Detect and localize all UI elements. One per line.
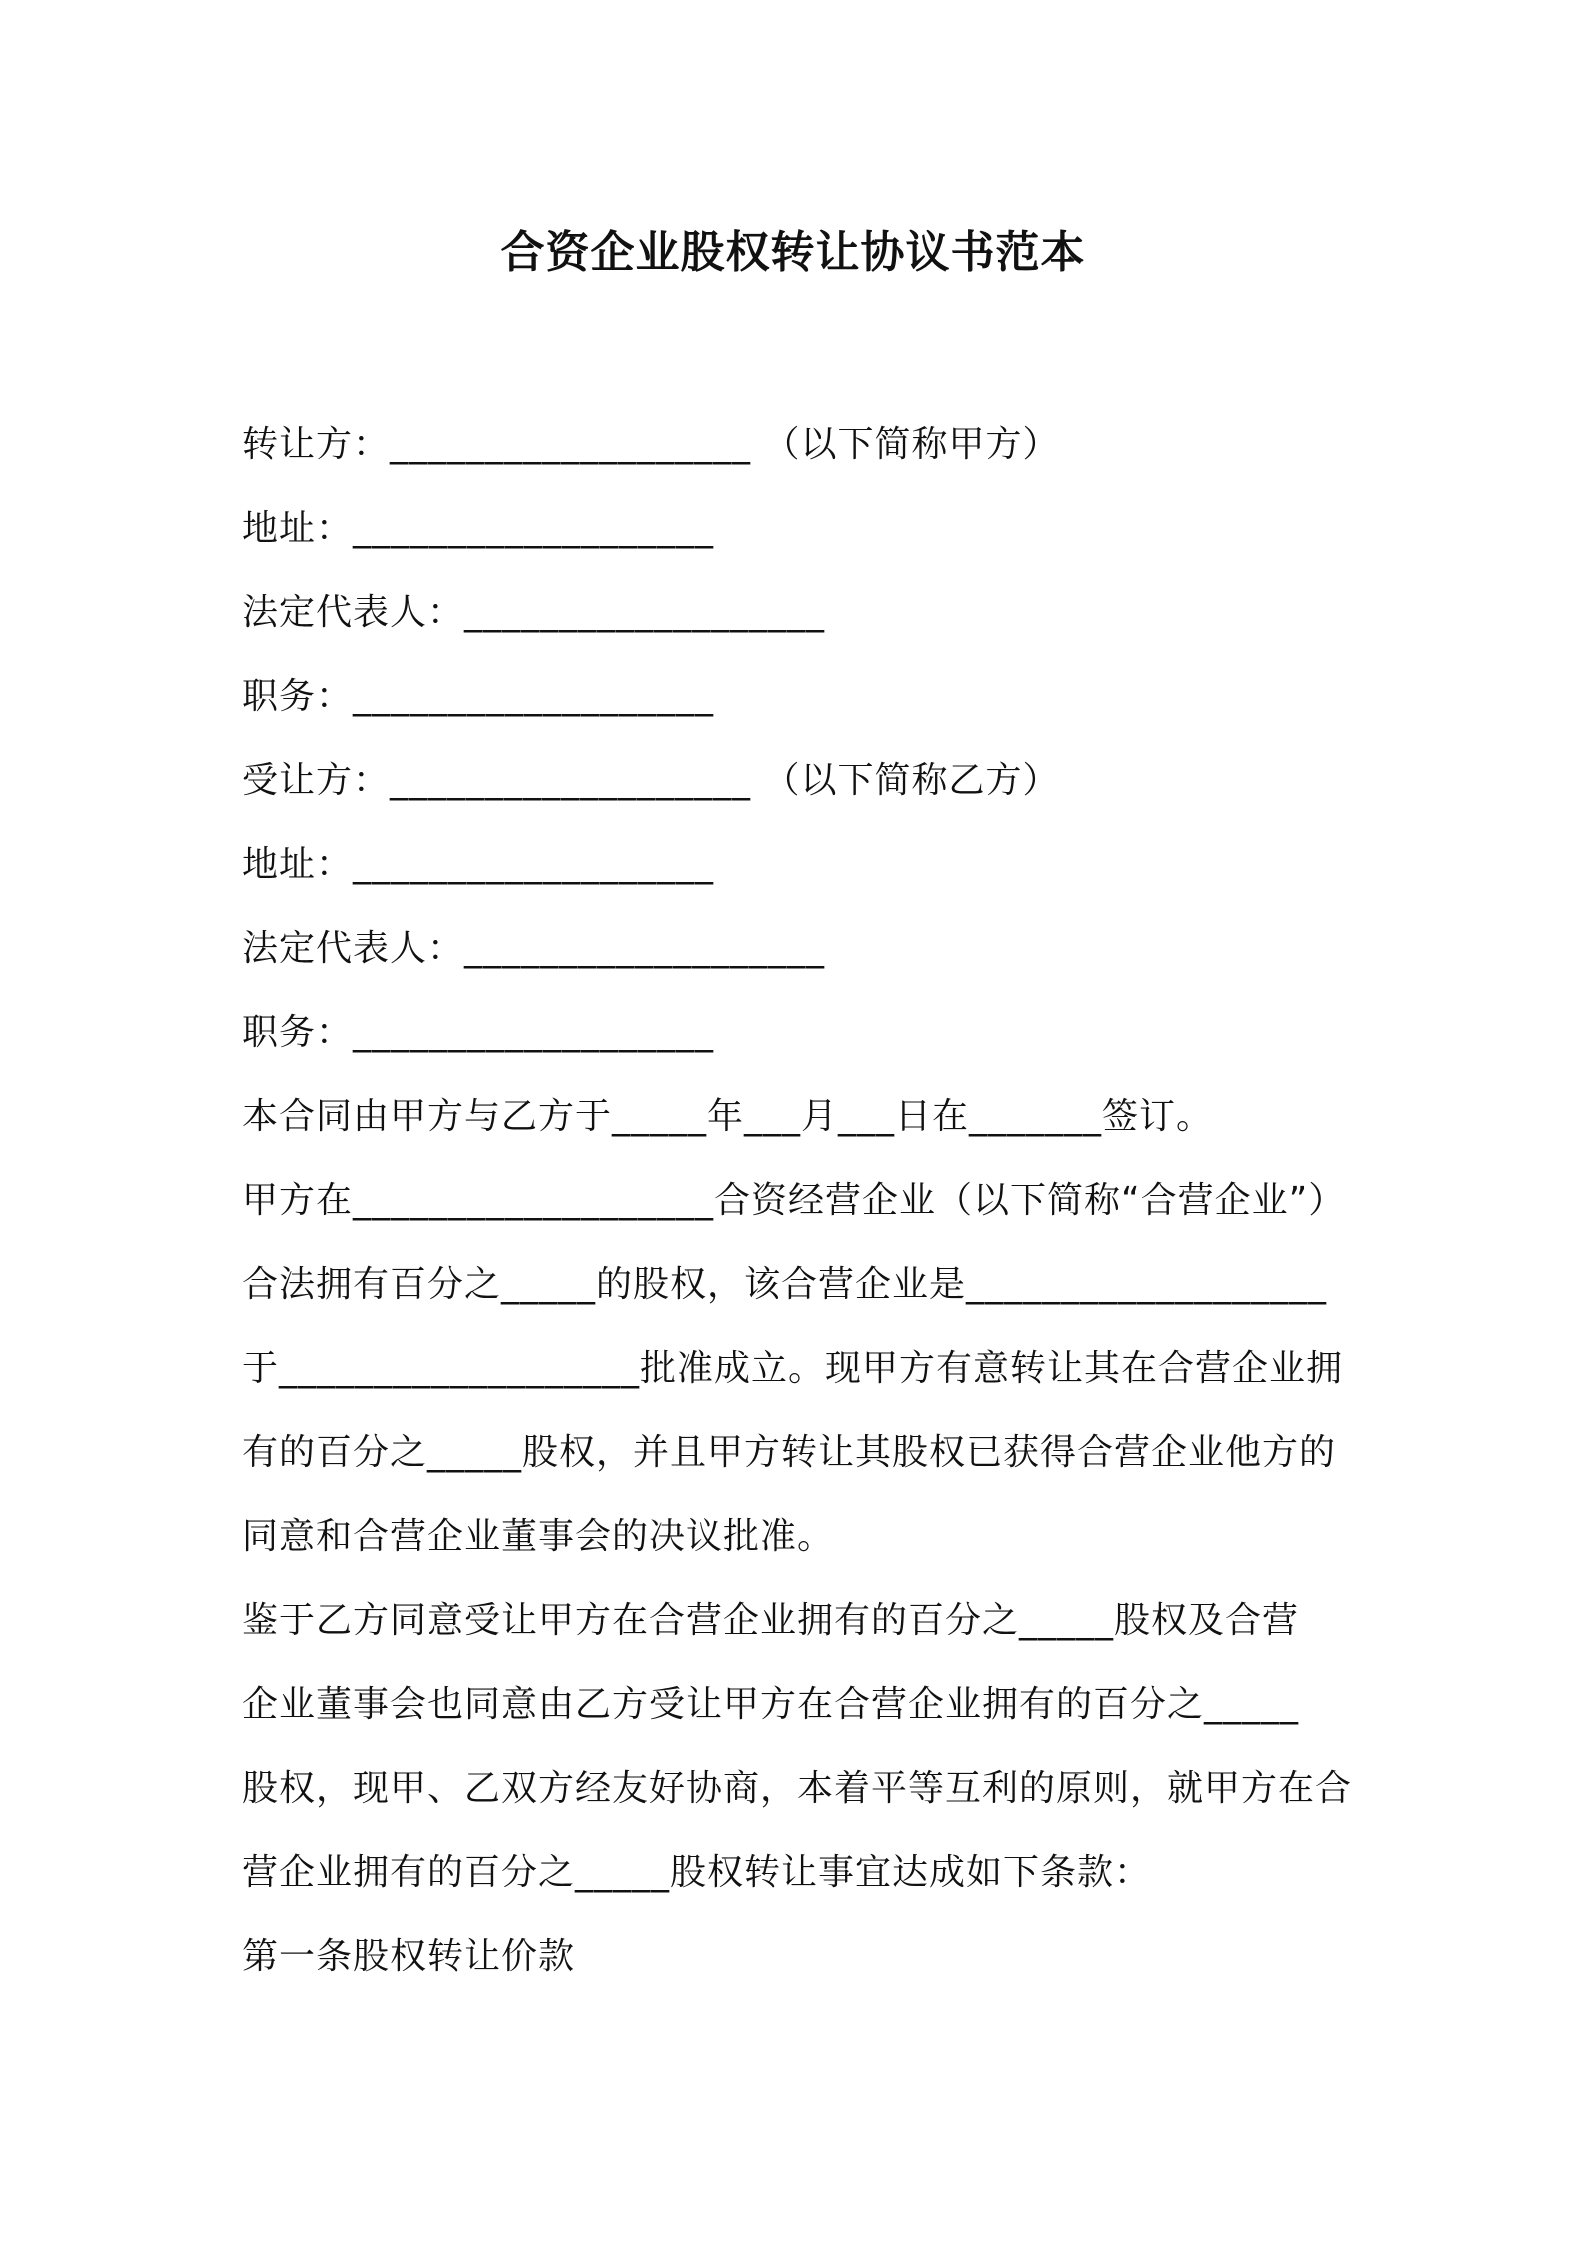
signing-line: 本合同由甲方与乙方于_____年___月___日在_______签订。 bbox=[242, 1096, 1214, 1137]
transferor-address-line: 地址：___________________ bbox=[242, 508, 715, 549]
body-line: 甲方在___________________合资经营企业（以下简称“合营企业”） bbox=[242, 1180, 1346, 1221]
body-line: 有的百分之_____股权，并且甲方转让其股权已获得合营企业他方的 bbox=[242, 1432, 1337, 1473]
transferee-address-line: 地址：___________________ bbox=[242, 844, 715, 885]
section-heading: 第一条股权转让价款 bbox=[242, 1936, 576, 1977]
body-line: 鉴于乙方同意受让甲方在合营企业拥有的百分之_____股权及合营 bbox=[242, 1600, 1300, 1641]
body-line: 营企业拥有的百分之_____股权转让事宜达成如下条款： bbox=[242, 1852, 1152, 1893]
body-line: 于___________________批准成立。现甲方有意转让其在合营企业拥 bbox=[242, 1348, 1344, 1389]
transferor-line: 转让方：___________________ （以下简称甲方） bbox=[242, 424, 1060, 465]
transferee-line: 受让方：___________________ （以下简称乙方） bbox=[242, 760, 1060, 801]
transferor-position-line: 职务：___________________ bbox=[242, 676, 715, 717]
body-line: 合法拥有百分之_____的股权，该合营企业是___________________ bbox=[242, 1264, 1328, 1305]
transferor-legal-rep-line: 法定代表人：___________________ bbox=[242, 592, 826, 633]
transferee-legal-rep-line: 法定代表人：___________________ bbox=[242, 928, 826, 969]
body-line: 同意和合营企业董事会的决议批准。 bbox=[242, 1516, 835, 1557]
body-line: 企业董事会也同意由乙方受让甲方在合营企业拥有的百分之_____ bbox=[242, 1684, 1300, 1725]
body-line: 股权，现甲、乙双方经友好协商，本着平等互利的原则，就甲方在合 bbox=[242, 1768, 1353, 1809]
transferee-position-line: 职务：___________________ bbox=[242, 1012, 715, 1053]
document-title: 合资企业股权转让协议书范本 bbox=[500, 227, 1086, 278]
